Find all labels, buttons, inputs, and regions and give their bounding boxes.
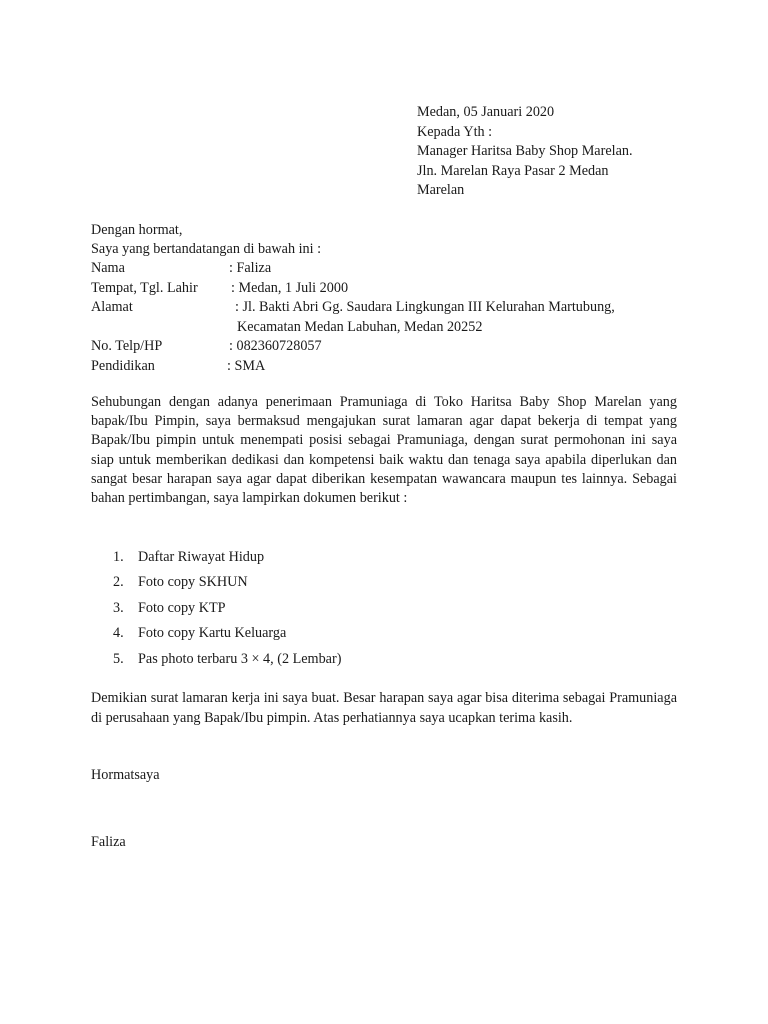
field-value: : SMA bbox=[227, 357, 266, 374]
field-value: Kecamatan Medan Labuhan, Medan 20252 bbox=[237, 318, 483, 335]
field-value: : Faliza bbox=[229, 260, 272, 276]
field-ttl bbox=[91, 279, 681, 299]
field-label: No. Telp/HP bbox=[91, 338, 163, 354]
field-value: : Jl. Bakti Abri Gg. Saudara Lingkungan III Kelurahan Martubung, bbox=[235, 299, 615, 315]
field-telp bbox=[91, 337, 681, 357]
salutation: Dengan hormat, bbox=[91, 222, 183, 238]
field-label: Nama bbox=[91, 260, 125, 276]
place-date: Medan, 05 Januari 2020 bbox=[417, 104, 555, 120]
body-paragraph-1: Sehubungan dengan adanya penerimaan Pramuniaga di Toko Haritsa Baby Shop Marelan yang bapak/Ibu Pimpin, saya bermaksud mengajukan surat lamaran agar dapat bekerja di tempat yang Bapak/Ibu pimpin untuk menempati posisi sebagai Pramuniaga, dengan surat permohonan ini saya siap untuk memberikan dedikasi dan kompetensi baik waktu dan tenaga saya apabila diperlukan dan sangat besar harapan saya agar dapat diberikan kesempatan wawancara maupun tes lainnya. Sebagai bahan pertimbangan, saya lampirkan dokumen berikut : bbox=[91, 394, 677, 507]
letter-page: Medan, 05 Januari 2020 Kepada Yth : Manager Haritsa Baby Shop Marelan. Jln. Marelan Raya Pasar 2 Medan Marelan Dengan hormat, Saya yang bertandatangan di bawah ini : Nama : Faliza Tempat, Tgl. Lahir : Medan, 1 Juli 2000 Alamat : Jl. Bakti Abri Gg. Saudara Lingkungan III Kelurahan Martubung, Kecamatan Medan Labuhan, Medan 20252 No. Telp/HP : 082360728057 Pendidikan : SMA Sehubungan dengan adanya penerimaan Pramuniaga di Toko Haritsa Baby Shop Marelan yang bapak/Ibu Pimpin, saya bermaksud mengajukan surat lamaran agar dapat bekerja di tempat yang Bapak/Ibu pimpin untuk menempati posisi sebagai Pramuniaga, dengan surat permohonan ini saya siap untuk memberikan dedikasi dan kompetensi baik waktu dan tenaga saya apabila diperlukan dan sangat besar harapan saya agar dapat diberikan kesempatan wawancara maupun tes lainnya. Sebagai bahan pertimbangan, saya lampirkan dokumen berikut : 1. Daftar Riwayat Hidup 2. Foto copy SKHUN 3. Foto copy KTP 4. Foto copy Kartu Keluarga 5. Pas photo terbaru 3 × 4, (2 Lembar) Demikian surat lamaran kerja ini saya buat. Besar harapan saya agar bisa diterima sebagai Pramuniaga di perusahaan yang Bapak/Ibu pimpin. Atas perhatiannya saya ucapkan terima kasih. Hormatsaya Faliza bbox=[0, 0, 768, 1024]
field-value: : Medan, 1 Juli 2000 bbox=[231, 279, 349, 296]
recipient-line-3: Marelan bbox=[417, 182, 465, 198]
field-alamat bbox=[91, 298, 681, 318]
field-label: Tempat, Tgl. Lahir bbox=[91, 279, 198, 296]
body-paragraph-2: Demikian surat lamaran kerja ini saya buat. Besar harapan saya agar bisa diterima sebagai Pramuniaga di perusahaan yang Bapak/Ibu pimpin. Atas perhatiannya saya ucapkan terima kasih. bbox=[91, 690, 677, 726]
field-nama bbox=[91, 259, 681, 279]
recipient-line-1: Manager Haritsa Baby Shop Marelan. bbox=[417, 143, 633, 159]
field-label: Pendidikan bbox=[91, 357, 155, 374]
field-pendidikan bbox=[91, 357, 681, 377]
field-value: : 082360728057 bbox=[229, 338, 322, 354]
recipient-to: Kepada Yth : bbox=[417, 123, 493, 140]
intro-line: Saya yang bertandatangan di bawah ini : bbox=[91, 241, 322, 257]
recipient-block bbox=[417, 103, 677, 201]
closing: Hormatsaya bbox=[91, 767, 160, 783]
field-alamat-cont bbox=[91, 318, 681, 338]
signer-name: Faliza bbox=[91, 834, 126, 850]
field-label: Alamat bbox=[91, 299, 133, 315]
personal-details bbox=[91, 259, 681, 376]
recipient-line-2: Jln. Marelan Raya Pasar 2 Medan bbox=[417, 162, 609, 179]
